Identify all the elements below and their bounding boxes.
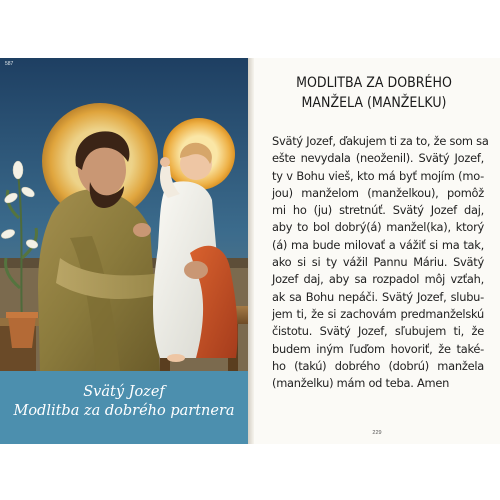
prayer-line: (manželku) mám od teba. Amen (272, 376, 450, 391)
prayer-line: čistotu. Svätý Jozef, sľubujem ti, že (272, 324, 484, 339)
left-page (0, 58, 248, 444)
prayer-line: ešte nevydala (neoženil). Svätý Jozef, (272, 151, 484, 166)
right-page-number: 229 (372, 430, 382, 436)
prayer-line: jou) manželom (manželkou), pomôž (272, 185, 484, 200)
saint-joseph-painting (0, 58, 248, 371)
prayer-title (266, 73, 482, 113)
prayer-line: Jozef daj, aby sa rozpadol môj vzťah, (272, 272, 484, 287)
prayer-line: ty v Bohu vieš, kto má byť mojím (mo- (272, 168, 484, 183)
prayer-line: jem ti, že si zachovám predmanželskú (272, 306, 484, 321)
prayer-line: (á) ma bude milovať a vážiť si ma tak, (272, 237, 484, 252)
prayer-line: ako si si ty vážil Pannu Máriu. Svätý (272, 255, 484, 270)
caption-box (0, 371, 248, 444)
caption-title: Svätý Jozef (83, 384, 165, 400)
prayer-title-line2: MANŽELA (MANŽELKU) (301, 95, 447, 111)
prayer-line: aby to bol dobrý(á) manžel(ka), ktorý (272, 220, 484, 235)
prayer-line: budem iným ľuďom hovoriť, že také- (272, 341, 484, 356)
prayer-line: mi ho (ju) stretnúť. Svätý Jozef daj, (272, 203, 484, 218)
prayer-card-spread (0, 58, 500, 444)
prayer-title-line1: MODLITBA ZA DOBRÉHO (296, 75, 452, 91)
caption-subtitle: Modlitba za dobrého partnera (13, 403, 235, 419)
prayer-line: ak sa Bohu nepáči. Svätý Jozef, slubu- (272, 289, 484, 304)
prayer-line: Svätý Jozef, ďakujem ti za to, že som sa (272, 134, 489, 148)
prayer-text (272, 133, 489, 392)
left-page-number: 587 (5, 61, 14, 67)
prayer-line: ho (takú) dobrého (dobrú) manžela (272, 358, 484, 373)
right-page (254, 58, 500, 444)
